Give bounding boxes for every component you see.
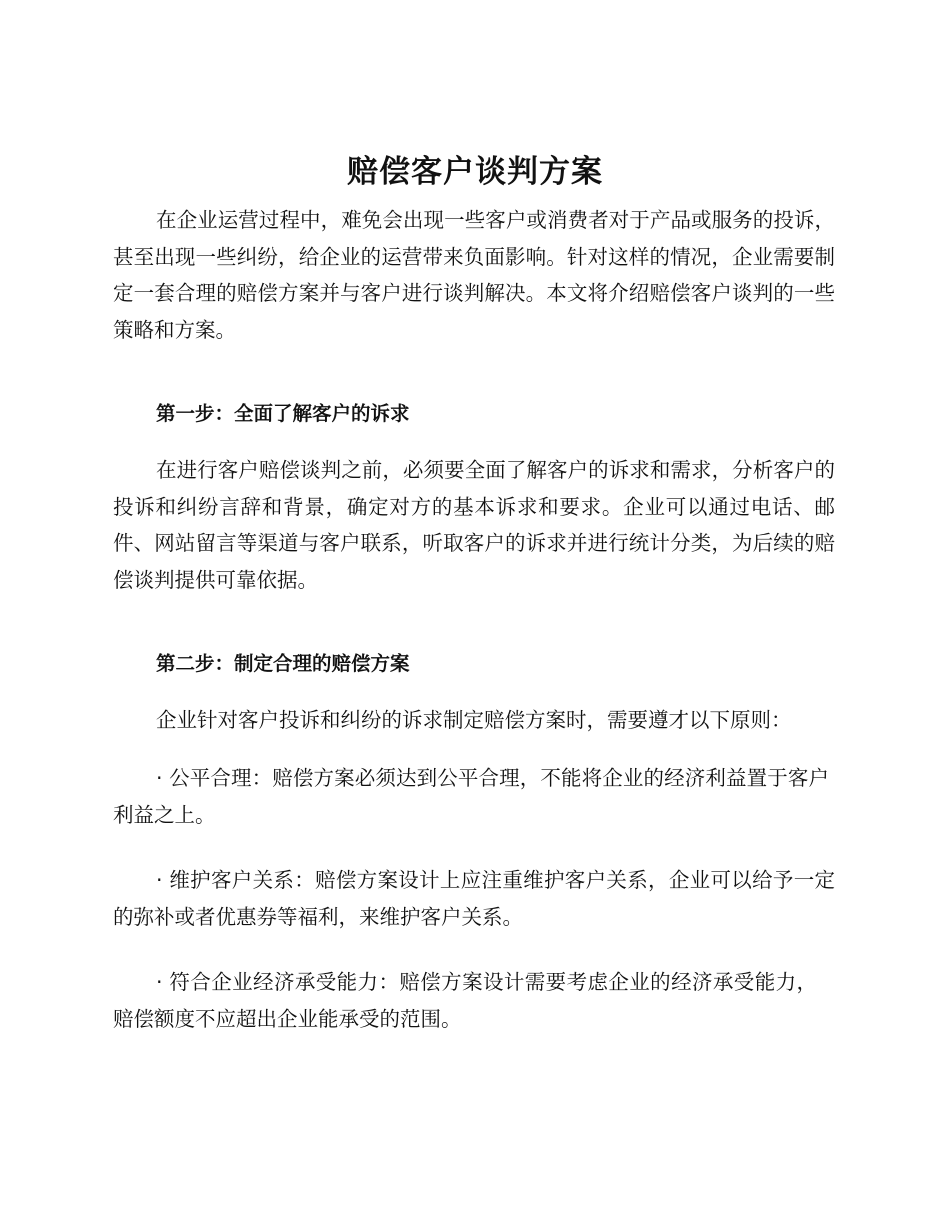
step1-heading: 第一步：全面了解客户的诉求	[156, 402, 410, 425]
step2-heading: 第二步：制定合理的赔偿方案	[156, 652, 410, 675]
step1-paragraph: 在进行客户赔偿谈判之前，必须要全面了解客户的诉求和需求，分析客户的投诉和纠纷言辞和背景，确定对方的基本诉求和要求。企业可以通过电话、邮件、网站留言等渠道与客户联系，听取客户的诉求并进行统计分类，为后续的赔偿谈判提供可靠依据。	[113, 458, 835, 592]
bullet-fair: · 公平合理：赔偿方案必须达到公平合理，不能将企业的经济利益置于客户利益之上。	[113, 766, 829, 827]
intro-paragraph: 在企业运营过程中，难免会出现一些客户或消费者对于产品或服务的投诉，甚至出现一些纠纷，给企业的运营带来负面影响。针对这样的情况，企业需要制定一套合理的赔偿方案并与客户进行谈判解决。本文将介绍赔偿客户谈判的一些策略和方案。	[113, 208, 835, 342]
document-title: 赔偿客户谈判方案	[347, 154, 603, 190]
step2-paragraph: 企业针对客户投诉和纠纷的诉求制定赔偿方案时，需要遵才以下原则：	[156, 708, 792, 732]
bullet-affordability: · 符合企业经济承受能力：赔偿方案设计需要考虑企业的经济承受能力，赔偿额度不应超出企业能承受的范围。	[113, 970, 817, 1031]
bullet-relationship: · 维护客户关系：赔偿方案设计上应注重维护客户关系，企业可以给予一定的弥补或者优惠券等福利，来维护客户关系。	[113, 868, 835, 929]
